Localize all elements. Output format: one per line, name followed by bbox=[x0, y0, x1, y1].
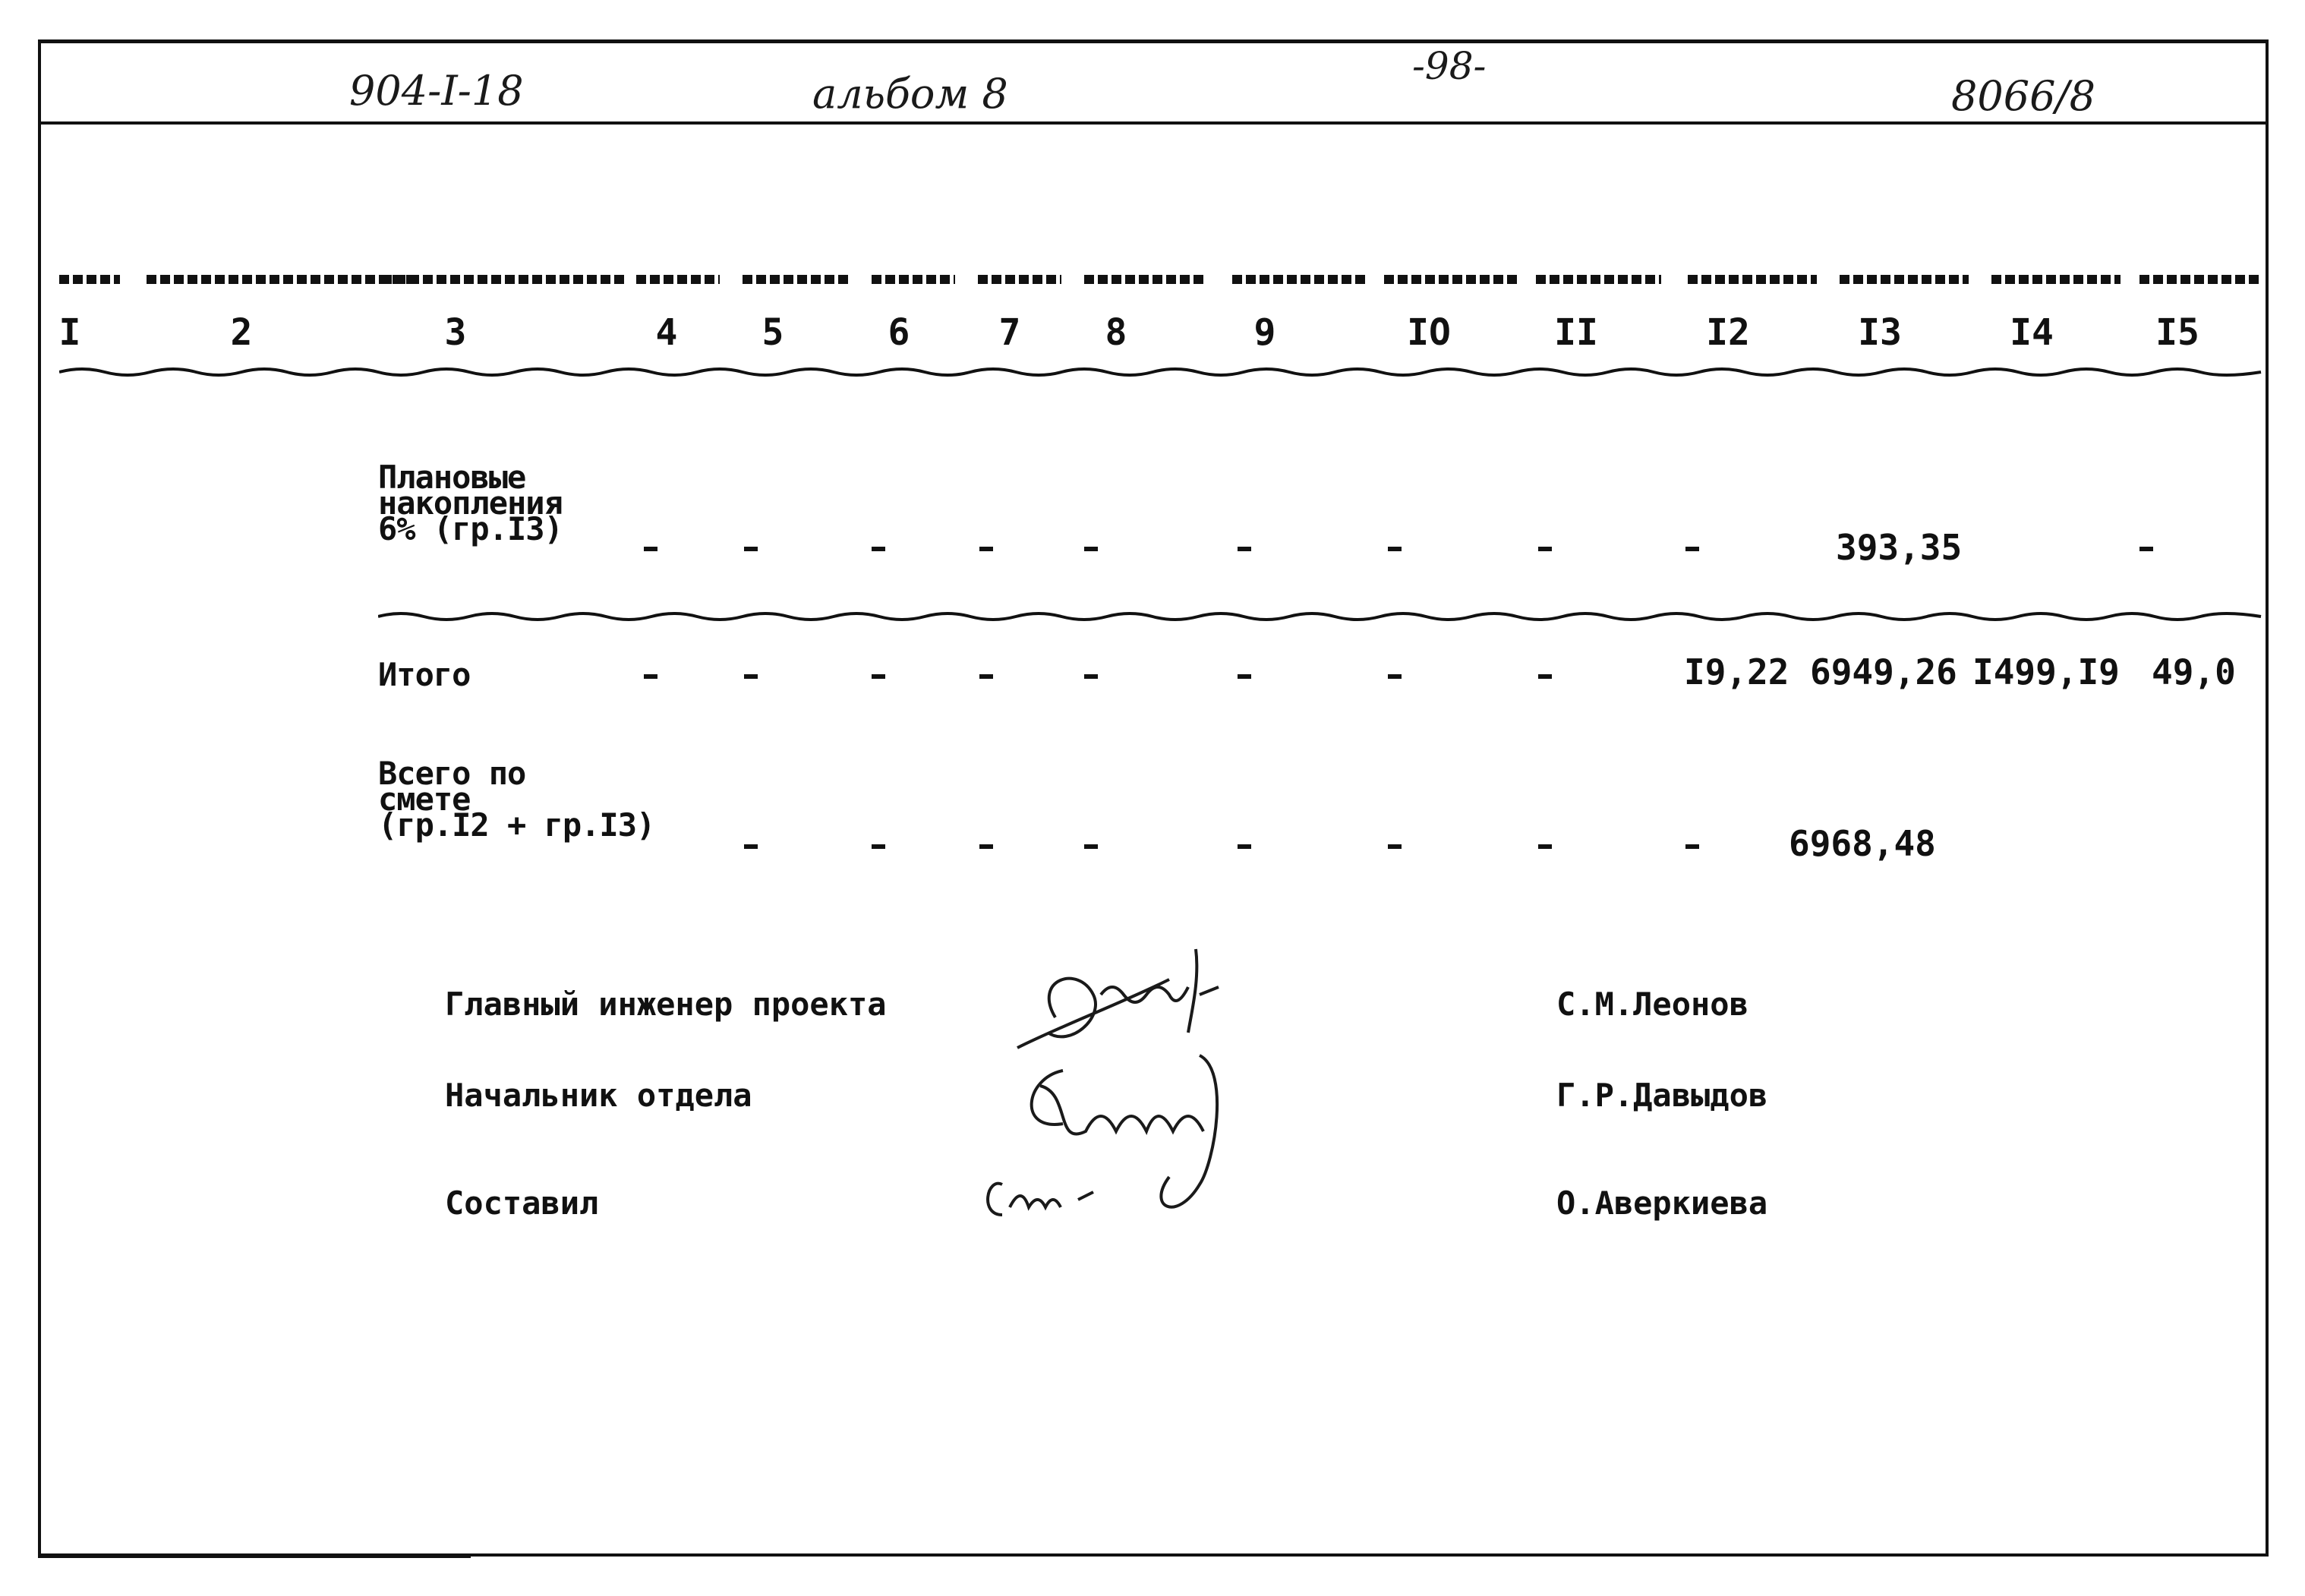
project-code: 904-I-18 bbox=[349, 67, 524, 115]
column-number-1: I bbox=[58, 311, 81, 354]
signature-role-compiler: Составил bbox=[445, 1184, 599, 1222]
row-separator bbox=[378, 607, 2269, 624]
dash bbox=[1388, 674, 1402, 679]
dash bbox=[979, 547, 993, 551]
column-number-14: I4 bbox=[2010, 311, 2054, 354]
dash bbox=[1685, 547, 1699, 551]
dash bbox=[1388, 547, 1402, 551]
column-tick bbox=[147, 275, 416, 284]
column-number-7: 7 bbox=[998, 311, 1021, 354]
total-col13-value: 6949,26 bbox=[1810, 651, 1957, 692]
dash bbox=[1685, 844, 1699, 849]
grand-total-value: 6968,48 bbox=[1789, 823, 1936, 864]
signature-name-chief-engineer: С.М.Леонов bbox=[1556, 986, 1748, 1023]
column-number-4: 4 bbox=[655, 311, 678, 354]
signature-name-department-head: Г.Р.Давыдов bbox=[1556, 1077, 1768, 1114]
planned-col13-value: 393,35 bbox=[1836, 527, 1963, 568]
column-tick bbox=[1084, 275, 1206, 284]
dash bbox=[744, 547, 758, 551]
column-number-3: 3 bbox=[444, 311, 467, 354]
signature-name-compiler: О.Аверкиева bbox=[1556, 1184, 1768, 1222]
column-tick bbox=[1688, 275, 1817, 284]
column-number-12: I2 bbox=[1706, 311, 1750, 354]
album-label: альбом 8 bbox=[812, 70, 1008, 118]
column-tick bbox=[1232, 275, 1365, 284]
column-number-10: IO bbox=[1407, 311, 1451, 354]
column-tick bbox=[872, 275, 955, 284]
column-tick bbox=[978, 275, 1061, 284]
dash bbox=[1238, 674, 1251, 679]
dash bbox=[872, 844, 885, 849]
dash bbox=[1238, 547, 1251, 551]
total-col15-value: 49,0 bbox=[2152, 651, 2236, 692]
dash bbox=[1538, 844, 1552, 849]
planned-accumulations-label: Плановые накопления 6% (гр.I3) bbox=[378, 459, 563, 547]
header-divider bbox=[38, 121, 2269, 125]
column-tick bbox=[382, 275, 625, 284]
total-col12-value: I9,22 bbox=[1684, 651, 1789, 692]
column-number-6: 6 bbox=[888, 311, 910, 354]
page-number: -98- bbox=[1412, 44, 1487, 88]
column-number-13: I3 bbox=[1858, 311, 1902, 354]
dash bbox=[1084, 844, 1098, 849]
column-number-2: 2 bbox=[230, 311, 253, 354]
signature-role-chief-engineer: Главный инженер проекта bbox=[445, 986, 887, 1023]
dash bbox=[979, 844, 993, 849]
signature-role-department-head: Начальник отдела bbox=[445, 1077, 752, 1114]
column-number-9: 9 bbox=[1253, 311, 1276, 354]
column-tick bbox=[1384, 275, 1517, 284]
dash bbox=[744, 844, 758, 849]
dash bbox=[644, 674, 657, 679]
dash bbox=[1388, 844, 1402, 849]
bottom-border-accent bbox=[38, 1553, 471, 1558]
column-tick bbox=[636, 275, 720, 284]
column-tick bbox=[743, 275, 849, 284]
dash bbox=[872, 674, 885, 679]
dash bbox=[1084, 547, 1098, 551]
dash bbox=[1538, 547, 1552, 551]
column-tick-row bbox=[59, 275, 2261, 290]
column-tick bbox=[1991, 275, 2121, 284]
column-tick bbox=[59, 275, 120, 284]
column-number-5: 5 bbox=[762, 311, 784, 354]
sheet-reference: 8066/8 bbox=[1951, 72, 2095, 120]
column-number-8: 8 bbox=[1105, 311, 1127, 354]
column-tick bbox=[2139, 275, 2259, 284]
dash bbox=[744, 674, 758, 679]
dash bbox=[1084, 674, 1098, 679]
page-frame bbox=[38, 39, 2269, 1557]
dash bbox=[2139, 547, 2153, 551]
total-col14-value: I499,I9 bbox=[1972, 651, 2120, 692]
total-label: Итого bbox=[378, 656, 471, 693]
column-tick bbox=[1840, 275, 1969, 284]
column-tick bbox=[1536, 275, 1661, 284]
dash bbox=[1238, 844, 1251, 849]
grand-total-label: Всего по смете (гр.I2 + гр.I3) bbox=[378, 755, 655, 844]
column-number-11: II bbox=[1554, 311, 1598, 354]
dash bbox=[1538, 674, 1552, 679]
header-underline bbox=[59, 363, 2269, 380]
column-number-15: I5 bbox=[2155, 311, 2199, 354]
dash bbox=[872, 547, 885, 551]
dash bbox=[644, 547, 657, 551]
dash bbox=[979, 674, 993, 679]
handwritten-signatures bbox=[972, 934, 1367, 1253]
